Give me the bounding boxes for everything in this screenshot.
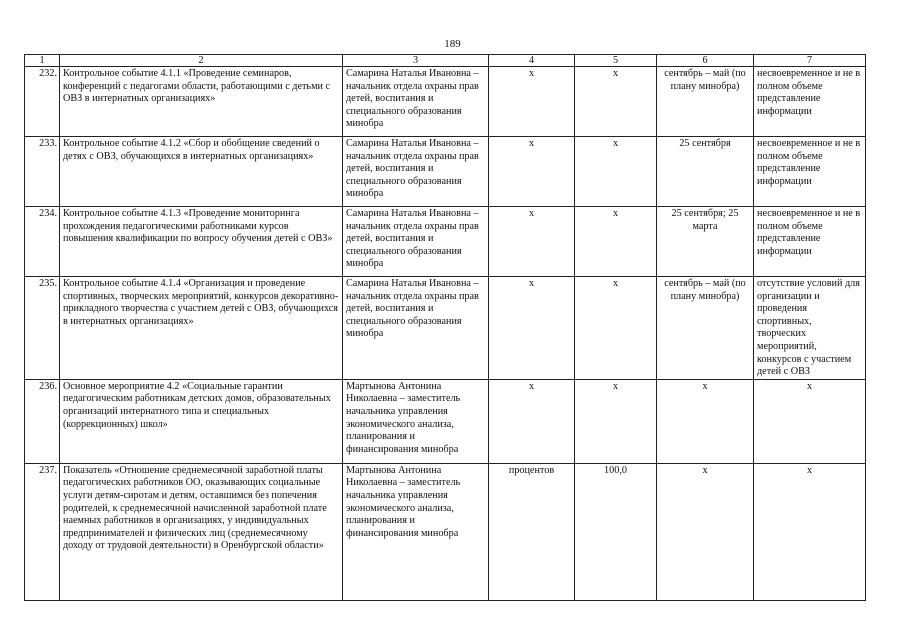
row-period: x: [657, 379, 754, 463]
row-value: x: [575, 277, 657, 380]
row-unit: x: [489, 207, 575, 277]
table-row: [25, 379, 866, 463]
row-period: 25 сентября; 25 марта: [657, 207, 754, 277]
table-row: [25, 463, 866, 600]
row-responsible: Самарина Наталья Ивановна – начальник отдела охраны прав детей, воспитания и специального образования минобра: [343, 277, 489, 380]
row-value: x: [575, 67, 657, 137]
row-responsible: Самарина Наталья Ивановна – начальник отдела охраны прав детей, воспитания и специального образования минобра: [343, 137, 489, 207]
column-header: 6: [657, 55, 754, 67]
row-number: 235.: [25, 277, 60, 380]
row-value: x: [575, 379, 657, 463]
row-risk: x: [754, 379, 866, 463]
row-name: Контрольное событие 4.1.2 «Сбор и обобщение сведений о детях с ОВЗ, обучающихся в интернатных организациях»: [60, 137, 343, 207]
column-header: 7: [754, 55, 866, 67]
row-number: 237.: [25, 463, 60, 600]
row-unit: x: [489, 137, 575, 207]
row-responsible: Самарина Наталья Ивановна – начальник отдела охраны прав детей, воспитания и специального образования минобра: [343, 67, 489, 137]
row-responsible: Мартынова Антонина Николаевна – заместитель начальника управления экономического анализа, планирования и финансирования минобра: [343, 463, 489, 600]
column-header: 3: [343, 55, 489, 67]
row-period: сентябрь – май (по плану минобра): [657, 277, 754, 380]
table-row: [25, 277, 866, 380]
header-row: [25, 55, 866, 67]
row-period: сентябрь – май (по плану минобра): [657, 67, 754, 137]
page-number: 189: [444, 38, 461, 50]
row-risk: несвоевременное и не в полном объеме представление информации: [754, 137, 866, 207]
row-period: x: [657, 463, 754, 600]
row-responsible: Самарина Наталья Ивановна – начальник отдела охраны прав детей, воспитания и специального образования минобра: [343, 207, 489, 277]
column-header: 2: [60, 55, 343, 67]
row-unit: x: [489, 379, 575, 463]
column-header: 4: [489, 55, 575, 67]
row-risk: отсутствие условий для организации и проведения спортивных, творческих мероприятий, конкурсов с участием детей с ОВЗ: [754, 277, 866, 380]
row-value: 100,0: [575, 463, 657, 600]
row-risk: несвоевременное и не в полном объеме представление информации: [754, 67, 866, 137]
row-number: 232.: [25, 67, 60, 137]
table-row: [25, 207, 866, 277]
row-name: Основное мероприятие 4.2 «Социальные гарантии педагогическим работникам детских домов, образовательных организаций интернатного типа и специальных (коррекционных) школ»: [60, 379, 343, 463]
row-unit: x: [489, 277, 575, 380]
row-name: Контрольное событие 4.1.4 «Организация и проведение спортивных, творческих мероприятий, конкурсов декоративно-прикладного творчества с участием детей с ОВЗ, обучающихся в интернатных организациях»: [60, 277, 343, 380]
row-name: Показатель «Отношение среднемесячной заработной платы педагогических работников ОО, оказывающих социальные услуги детям-сиротам и детям, оставшимся без попечения родителей, к среднемесячной начисленной заработной плате наемных работников в организациях, у индивидуальных предпринимателей и физических лиц (среднемесячному доходу от трудовой деятельности) в Оренбургской области»: [60, 463, 343, 600]
plan-table: [24, 54, 866, 601]
row-responsible: Мартынова Антонина Николаевна – заместитель начальника управления экономического анализа, планирования и финансирования минобра: [343, 379, 489, 463]
column-header: 1: [25, 55, 60, 67]
row-value: x: [575, 207, 657, 277]
table-row: [25, 67, 866, 137]
row-unit: процентов: [489, 463, 575, 600]
row-unit: x: [489, 67, 575, 137]
row-number: 236.: [25, 379, 60, 463]
row-risk: несвоевременное и не в полном объеме представление информации: [754, 207, 866, 277]
row-name: Контрольное событие 4.1.3 «Проведение мониторинга прохождения педагогическими работниками курсов повышения квалификации по вопросу обучения детей с ОВЗ»: [60, 207, 343, 277]
row-number: 234.: [25, 207, 60, 277]
row-number: 233.: [25, 137, 60, 207]
row-period: 25 сентября: [657, 137, 754, 207]
table-row: [25, 137, 866, 207]
row-risk: x: [754, 463, 866, 600]
row-name: Контрольное событие 4.1.1 «Проведение семинаров, конференций с педагогами области, работающими с детьми с ОВЗ в интернатных организациях»: [60, 67, 343, 137]
row-value: x: [575, 137, 657, 207]
column-header: 5: [575, 55, 657, 67]
